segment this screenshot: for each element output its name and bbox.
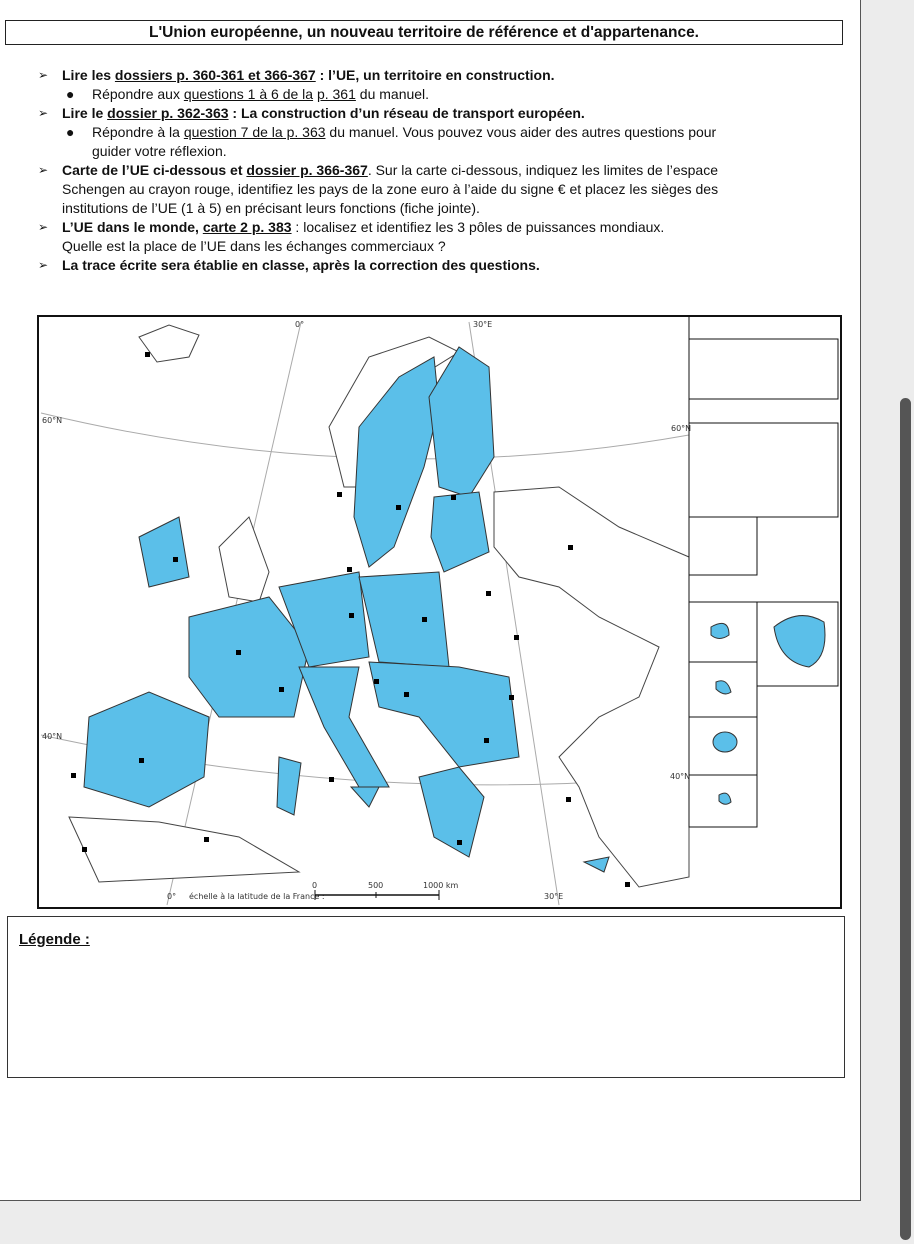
instruction-5: ➢ La trace écrite sera établie en classe, après la correction des questions. — [38, 257, 540, 273]
capital-marker — [396, 505, 401, 510]
lon-30e-label: 30°E — [473, 320, 493, 329]
capital-marker — [568, 545, 573, 550]
capital-marker — [347, 567, 352, 572]
capital-marker — [82, 847, 87, 852]
lat-60-right-label: 60°N — [671, 424, 692, 433]
sardinia-shape — [277, 757, 301, 815]
eastern-europe-nonmember — [494, 487, 689, 887]
sicily-shape — [351, 787, 379, 807]
arrow-bullet-icon: ➢ — [38, 258, 49, 272]
iberia-shape — [84, 692, 209, 807]
capital-marker — [71, 773, 76, 778]
lon-0-label: 0° — [295, 320, 305, 329]
capital-marker — [457, 840, 462, 845]
central-europe-shape — [369, 662, 519, 767]
scale-0-label: 0 — [312, 881, 318, 890]
instruction-2: ➢ Lire le dossier p. 362-363 : La construction d’un réseau de transport européen. — [38, 105, 585, 121]
eu-map — [37, 315, 842, 909]
overseas-insets — [689, 317, 838, 827]
scrollbar[interactable] — [900, 398, 911, 1240]
inset-madeira — [689, 517, 757, 575]
capital-marker — [145, 352, 150, 357]
overseas-territories — [711, 616, 825, 805]
page-title: L'Union européenne, un nouveau territoire de référence et d'appartenance. — [5, 20, 843, 45]
capital-marker — [329, 777, 334, 782]
capital-marker — [139, 758, 144, 763]
guadeloupe-shape — [711, 623, 729, 638]
capital-marker — [374, 679, 379, 684]
legend-title: Légende : — [19, 931, 90, 948]
bottom-30e-label: 30°E — [544, 892, 564, 901]
cyprus-shape — [584, 857, 609, 872]
arrow-bullet-icon: ➢ — [38, 163, 49, 177]
scale-500-label: 500 — [368, 881, 384, 890]
instruction-4: ➢ L’UE dans le monde, carte 2 p. 383 : localisez et identifiez les 3 pôles de puissances mondiaux. Quelle est la place de l’UE dans les échanges commerciaux ? — [38, 219, 665, 254]
capital-marker — [204, 837, 209, 842]
instruction-1: ➢ Lire les dossiers p. 360-361 et 366-367 : l’UE, un territoire en construction. — [38, 67, 555, 83]
lat-60-label: 60°N — [42, 416, 63, 425]
capital-marker — [514, 635, 519, 640]
inset-canaries — [689, 423, 838, 517]
lat-40-label: 40°N — [42, 732, 63, 741]
arrow-bullet-icon: ➢ — [38, 220, 49, 234]
capital-marker — [236, 650, 241, 655]
martinique-shape — [716, 681, 731, 694]
lat-40-right-label: 40°N — [670, 772, 691, 781]
arrow-bullet-icon: ➢ — [38, 68, 49, 82]
reunion-shape — [713, 732, 737, 752]
capital-marker — [486, 591, 491, 596]
capital-marker — [279, 687, 284, 692]
manual-ref: dossiers p. 360-361 et 366-367 — [114, 67, 316, 83]
finland-shape — [429, 347, 494, 497]
legend-box[interactable] — [7, 916, 845, 1078]
dot-bullet-icon: ● — [66, 124, 75, 140]
greece-shape — [419, 767, 484, 857]
scale-caption: échelle à la latitude de la France : — [189, 892, 325, 901]
capital-marker — [484, 738, 489, 743]
capital-marker — [337, 492, 342, 497]
inset-azores — [689, 339, 838, 399]
arrow-bullet-icon: ➢ — [38, 106, 49, 120]
instruction-3: ➢ Carte de l’UE ci-dessous et dossier p. 366-367. Sur la carte ci-dessous, indiquez les limites de l’espace Schengen au crayon rouge, identifiez les pays de la zone euro à l’aide du signe € et placez les sièges des institutions de l’UE (1 à 5) en précisant leurs fonctions (fiche jointe). — [38, 162, 719, 216]
instruction-2-sub: ● Répondre à la question 7 de la p. 363 du manuel. Vous pouvez vous aider des autres questions pour guider votre réflexion. — [66, 124, 717, 159]
guyane-shape — [774, 616, 825, 667]
poland-shape — [359, 572, 449, 667]
dot-bullet-icon: ● — [66, 86, 75, 102]
capital-marker — [173, 557, 178, 562]
great-britain-nonmember — [219, 517, 269, 602]
capital-marker — [509, 695, 514, 700]
mayotte-shape — [719, 793, 731, 804]
instruction-1-sub: ● Répondre aux questions 1 à 6 de la p. 361 du manuel. — [66, 86, 430, 102]
north-africa-nonmember — [69, 817, 299, 882]
instructions — [38, 66, 828, 275]
baltics-shape — [431, 492, 489, 572]
capital-marker — [422, 617, 427, 622]
ireland-shape — [139, 517, 189, 587]
scale-1000-label: 1000 km — [423, 881, 459, 890]
capital-marker — [451, 495, 456, 500]
capital-marker — [349, 613, 354, 618]
eu-map-svg — [39, 317, 840, 907]
capital-marker — [625, 882, 630, 887]
bottom-0-label: 0° — [167, 892, 177, 901]
capital-marker — [566, 797, 571, 802]
capital-marker — [404, 692, 409, 697]
